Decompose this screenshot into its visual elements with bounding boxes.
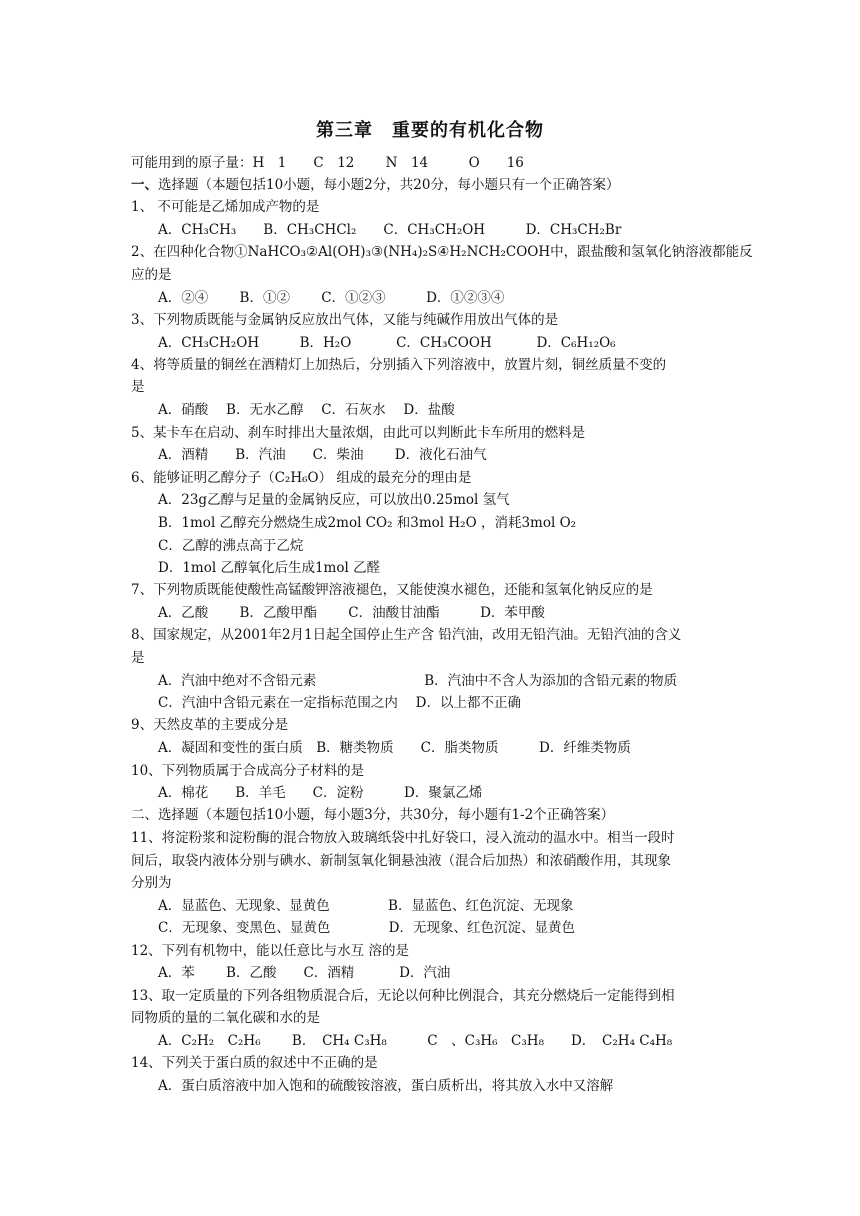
question-13-stem: 13、取一定质量的下列各组物质混合后，无论以何种比例混合，其充分燃烧后一定能得到相 (131, 988, 675, 1004)
atomic-masses-line: 可能用到的原子量：H 1 C 12 N 14 O 16 (131, 155, 524, 171)
question-2-options: A．②④ B．①② C．①②③ D．①②③④ (158, 290, 505, 306)
question-14-option-a: A．蛋白质溶液中加入饱和的硫酸铵溶液，蛋白质析出，将其放入水中又溶解 (158, 1078, 614, 1094)
question-4-stem-cont: 是 (131, 379, 145, 395)
question-5-stem: 5、某卡车在启动、刹车时排出大量浓烟，由此可以判断此卡车所用的燃料是 (131, 425, 586, 441)
question-10-stem: 10、下列物质属于合成高分子材料的是 (131, 763, 365, 779)
question-2-stem-cont: 应的是 (131, 267, 172, 283)
question-8-stem: 8、国家规定，从2001年2月1日起全国停止生产含 铅汽油，改用无铅汽油。无铅汽油的含义 (131, 627, 682, 643)
question-2-stem: 2、在四种化合物①NaHCO₃②Al(OH)₃③(NH₄)₂S④H₂NCH₂COOH中，跟盐酸和氢氧化钠溶液都能反 (131, 244, 753, 260)
question-13-options: A．C₂H₂ C₂H₆ B． CH₄ C₃H₈ C 、C₃H₆ C₃H₈ D． C₂H₄ C₄H₈ (158, 1033, 673, 1049)
question-4-stem: 4、将等质量的铜丝在酒精灯上加热后，分别插入下列溶液中，放置片刻，铜丝质量不变的 (131, 357, 667, 373)
question-10-options: A．棉花 B．羊毛 C．淀粉 D．聚氯乙烯 (158, 785, 483, 801)
question-12-options: A．苯 B．乙酸 C．酒精 D．汽油 (158, 965, 451, 981)
question-6-stem: 6、能够证明乙醇分子（C₂H₆O） 组成的最充分的理由是 (131, 470, 472, 486)
question-11-stem-cont-2: 分别为 (131, 875, 172, 891)
section-one-heading (131, 176, 771, 194)
question-11-options-ab: A．显蓝色、无现象、显黄色 B．显蓝色、红色沉淀、无现象 (158, 898, 574, 914)
question-1-stem: 1、 不可能是乙烯加成产物的是 (131, 199, 320, 215)
question-7-stem: 7、下列物质既能使酸性高锰酸钾溶液褪色，又能使溴水褪色，还能和氢氧化钠反应的是 (131, 582, 653, 598)
question-11-stem-cont-1: 间后，取袋内液体分别与碘水、新制氢氧化铜悬浊液（混合后加热）和浓硝酸作用，其现象 (131, 853, 671, 869)
question-9-stem: 9、天然皮革的主要成分是 (131, 717, 289, 733)
question-11-options-cd: C．无现象、变黑色、显黄色 D．无现象、红色沉淀、显黄色 (158, 920, 575, 936)
question-6-option-b: B．1mol 乙醇充分燃烧生成2mol CO₂ 和3mol H₂O ，消耗3mol O₂ (158, 515, 577, 531)
question-8-options-ab: A．汽油中绝对不含铅元素 B．汽油中不含人为添加的含铅元素的物质 (158, 673, 678, 689)
question-4-options: A．硝酸 B．无水乙醇 C．石灰水 D．盐酸 (158, 402, 455, 418)
question-1-options: A．CH₃CH₃ B．CH₃CHCl₂ C．CH₃CH₂OH D．CH₃CH₂Br (158, 222, 622, 238)
question-8-options-cd: C．汽油中含铅元素在一定指标范围之内 D．以上都不正确 (158, 695, 521, 711)
question-8-stem-cont: 是 (131, 650, 145, 666)
question-3-options: A．CH₃CH₂OH B．H₂O C．CH₃COOH D．C₆H₁₂O₆ (158, 335, 616, 351)
page-title: 第三章 重要的有机化合物 (316, 120, 544, 141)
question-7-options: A．乙酸 B．乙酸甲酯 C．油酸甘油酯 D．苯甲酸 (158, 605, 545, 621)
section-one-prefix: 一、 (131, 177, 158, 193)
question-3-stem: 3、下列物质既能与金属钠反应放出气体，又能与纯碱作用放出气体的是 (131, 312, 559, 328)
section-one-text: 选择题（本题包括10小题，每小题2分，共20分，每小题只有一个正确答案） (158, 177, 620, 193)
question-12-stem: 12、下列有机物中，能以任意比与水互 溶的是 (131, 943, 409, 959)
question-11-stem: 11、将淀粉浆和淀粉酶的混合物放入玻璃纸袋中扎好袋口，浸入流动的温水中。相当一段时 (131, 830, 675, 846)
question-6-option-c: C．乙醇的沸点高于乙烷 (158, 538, 304, 554)
question-6-option-a: A．23g乙醇与足量的金属钠反应，可以放出0.25mol 氢气 (158, 492, 510, 508)
question-9-options: A．凝固和变性的蛋白质 B．糖类物质 C．脂类物质 D．纤维类物质 (158, 740, 631, 756)
question-6-option-d: D．1mol 乙醇氧化后生成1mol 乙醛 (158, 560, 381, 576)
question-14-stem: 14、下列关于蛋白质的叙述中不正确的是 (131, 1055, 378, 1071)
question-5-options: A．酒精 B．汽油 C．柴油 D．液化石油气 (158, 447, 487, 463)
section-two-heading: 二、选择题（本题包括10小题，每小题3分，共30分，每小题有1-2个正确答案） (131, 807, 615, 823)
question-13-stem-cont: 同物质的量的二氧化碳和水的是 (131, 1010, 320, 1026)
